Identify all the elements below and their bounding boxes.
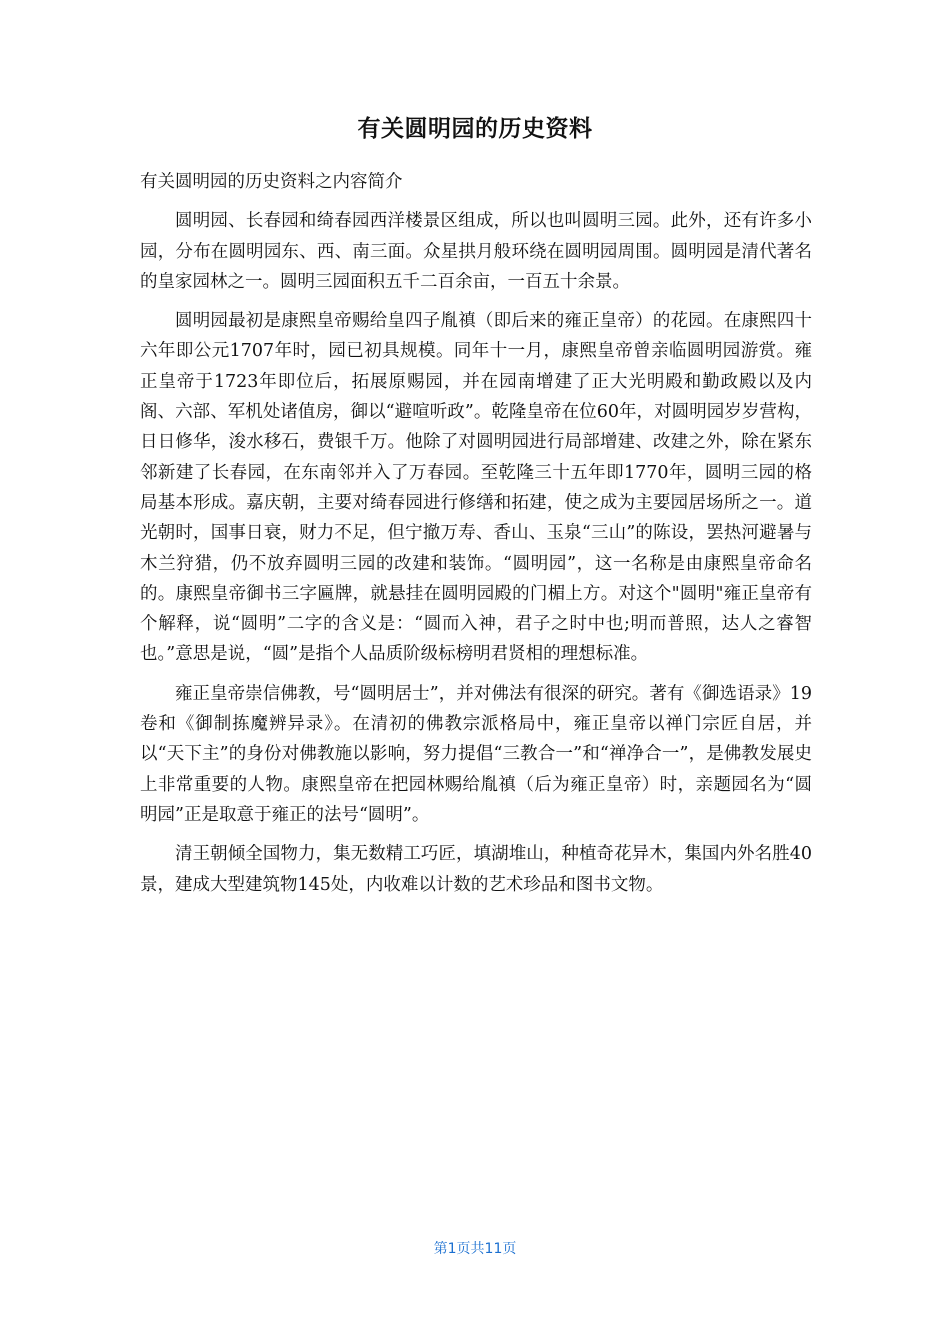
document-subtitle: 有关圆明园的历史资料之内容简介 (140, 172, 403, 192)
document-body (140, 167, 812, 909)
document-title: 有关圆明园的历史资料 (357, 116, 593, 142)
page-number-footer: 第1页共11页 (433, 1241, 517, 1257)
paragraph-1: 圆明园、长春园和绮春园西洋楼景区组成，所以也叫圆明三园。此外，还有许多小园，分布在圆明园东、西、南三面。众星拱月般环绕在圆明园周围。圆明园是清代著名的皇家园林之一。圆明三园面积五千二百余亩，一百五十余景。 (140, 211, 812, 292)
paragraph-4: 清王朝倾全国物力，集无数精工巧匠，填湖堆山，种植奇花异木，集国内外名胜40景，建成大型建筑物145处，内收难以计数的艺术珍品和图书文物。 (140, 844, 812, 895)
paragraph-2: 圆明园最初是康熙皇帝赐给皇四子胤禛（即后来的雍正皇帝）的花园。在康熙四十六年即公元1707年时，园已初具规模。同年十一月，康熙皇帝曾亲临圆明园游赏。雍正皇帝于1723年即位后，拓展原赐园，并在园南增建了正大光明殿和勤政殿以及内阁、六部、军机处诸值房，御以“避喧听政”。乾隆皇帝在位60年，对圆明园岁岁营构，日日修华，浚水移石，费银千万。他除了对圆明园进行局部增建、改建之外，除在紧东邻新建了长春园，在东南邻并入了万春园。至乾隆三十五年即1770年，圆明三园的格局基本形成。嘉庆朝，主要对绮春园进行修缮和拓建，使之成为主要园居场所之一。道光朝时，国事日衰，财力不足，但宁撤万寿、香山、玉泉“三山”的陈设，罢热河避暑与木兰狩猎，仍不放弃圆明三园的改建和装饰。“圆明园”，这一名称是由康熙皇帝命名的。康熙皇帝御书三字匾牌，就悬挂在圆明园殿的门楣上方。对这个"圆明"雍正皇帝有个解释，说“圆明”二字的含义是：“圆而入神，君子之时中也;明而普照，达人之睿智也。”意思是说，“圆”是指个人品质阶级标榜明君贤相的理想标准。 (140, 311, 812, 665)
paragraph-3: 雍正皇帝崇信佛教，号“圆明居士”，并对佛法有很深的研究。著有《御选语录》19卷和《御制拣魔辨异录》。在清初的佛教宗派格局中，雍正皇帝以禅门宗匠自居，并以“天下主”的身份对佛教施以影响，努力提倡“三教合一”和“禅净合一”，是佛教发展史上非常重要的人物。康熙皇帝在把园林赐给胤禛（后为雍正皇帝）时，亲题园名为“圆明园”正是取意于雍正的法号“圆明”。 (140, 683, 812, 825)
